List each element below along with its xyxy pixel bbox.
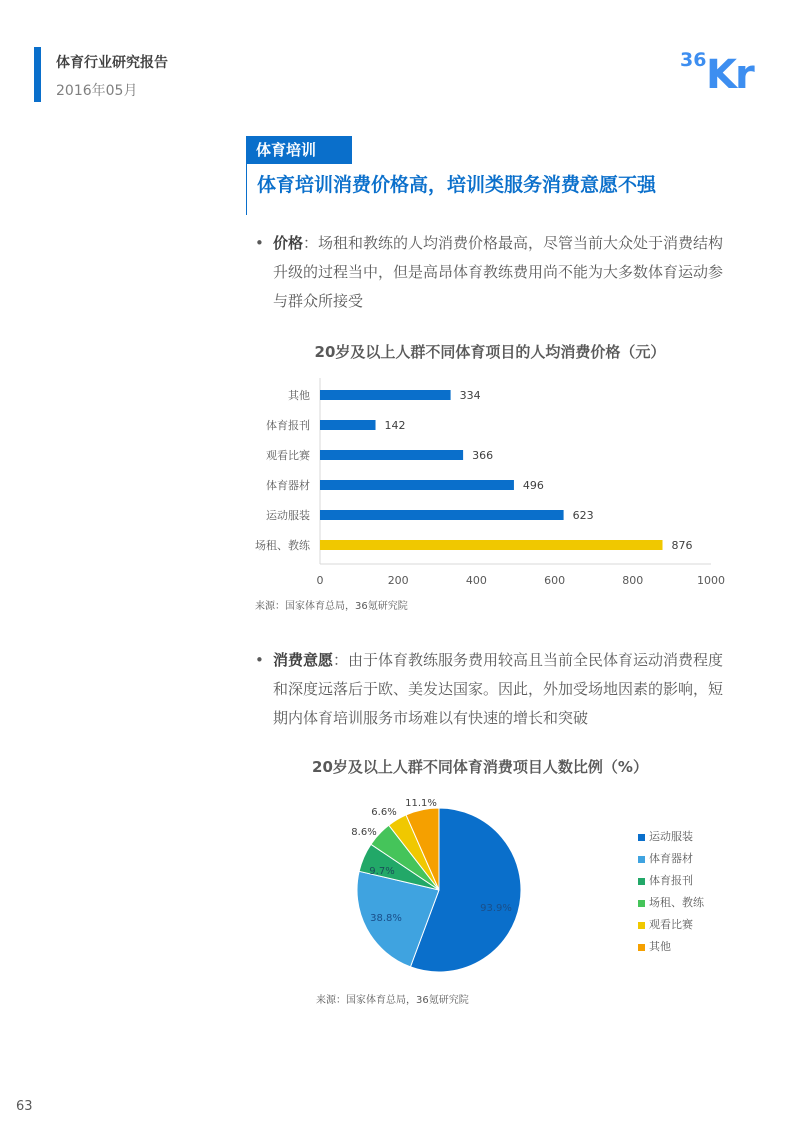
bar xyxy=(320,480,514,490)
legend-swatch xyxy=(638,878,645,885)
legend-label: 运动服装 xyxy=(649,830,693,843)
pie-chart xyxy=(330,790,550,980)
x-tick-label: 600 xyxy=(544,574,566,587)
bar-value-label: 366 xyxy=(472,449,494,462)
bar xyxy=(320,390,451,400)
bar-chart xyxy=(240,378,740,588)
legend-label: 观看比赛 xyxy=(649,918,693,931)
legend-label: 场租、教练 xyxy=(649,896,704,909)
page-number: 63 xyxy=(16,1099,33,1114)
bar xyxy=(320,450,463,460)
svg-text:36: 36 xyxy=(680,49,707,71)
x-tick-label: 200 xyxy=(387,574,409,587)
section-title: 体育培训消费价格高，培训类服务消费意愿不强 xyxy=(257,174,657,196)
bar xyxy=(320,510,564,520)
pie-value-label: 38.8% xyxy=(370,913,402,924)
legend-label: 体育器材 xyxy=(649,852,693,865)
pie-value-label: 6.6% xyxy=(371,807,397,818)
section-tag: 体育培训 xyxy=(246,136,352,164)
x-tick-label: 1000 xyxy=(697,574,725,587)
pie-value-label: 93.9% xyxy=(480,903,512,914)
pie-chart-title: 20岁及以上人群不同体育消费项目人数比例（%） xyxy=(312,758,648,776)
legend-item xyxy=(638,914,704,936)
pie-legend xyxy=(638,826,704,958)
legend-item xyxy=(638,826,704,848)
bar-category-label: 运动服装 xyxy=(266,509,310,522)
bar-value-label: 496 xyxy=(522,479,544,492)
x-tick-label: 0 xyxy=(316,574,324,587)
bar-category-label: 观看比赛 xyxy=(266,449,310,462)
bullet-willingness xyxy=(255,646,735,733)
legend-item xyxy=(638,892,704,914)
report-date: 2016年05月 xyxy=(56,83,138,99)
bullet-label: 消费意愿 xyxy=(273,651,334,669)
bar-chart-source: 来源：国家体育总局，36氪研究院 xyxy=(255,601,408,612)
legend-item xyxy=(638,848,704,870)
bullet-price xyxy=(255,229,735,316)
bar-category-label: 体育报刊 xyxy=(266,419,310,432)
bar-value-label: 142 xyxy=(384,419,406,432)
bar-value-label: 623 xyxy=(572,509,594,522)
bullet-label: 价格 xyxy=(273,234,304,252)
bullet-text: ：由于体育教练服务费用较高且当前全民体育运动消费程度和深度远落后于欧、美发达国家。因此，外加受场地因素的影响，短期内体育培训服务市场难以有快速的增长和突破 xyxy=(273,651,724,727)
legend-label: 体育报刊 xyxy=(649,874,693,887)
bar-category-label: 体育器材 xyxy=(266,479,310,492)
36kr-logo xyxy=(678,44,768,92)
legend-item xyxy=(638,936,704,958)
bar-category-label: 场租、教练 xyxy=(255,539,310,552)
header-accent-bar xyxy=(34,47,41,102)
report-title: 体育行业研究报告 xyxy=(56,55,168,71)
section-divider xyxy=(246,136,247,215)
bar-value-label: 334 xyxy=(459,389,481,402)
bar-chart-title: 20岁及以上人群不同体育项目的人均消费价格（元） xyxy=(314,343,666,361)
x-tick-label: 800 xyxy=(622,574,644,587)
legend-swatch xyxy=(638,900,645,907)
pie-value-label: 11.1% xyxy=(405,798,437,809)
legend-swatch xyxy=(638,944,645,951)
bar-category-label: 其他 xyxy=(288,389,310,402)
bullet-dot: • xyxy=(255,234,264,252)
pie-chart-source: 来源：国家体育总局，36氪研究院 xyxy=(316,995,469,1006)
bar-value-label: 876 xyxy=(671,539,693,552)
pie-value-label: 9.7% xyxy=(369,866,395,877)
x-tick-label: 400 xyxy=(465,574,487,587)
pie-value-label: 8.6% xyxy=(351,827,377,838)
svg-text:Kr: Kr xyxy=(706,52,753,92)
bar xyxy=(320,420,376,430)
legend-item xyxy=(638,870,704,892)
bullet-dot: • xyxy=(255,651,264,669)
legend-swatch xyxy=(638,834,645,841)
bullet-text: ：场租和教练的人均消费价格最高，尽管当前大众处于消费结构升级的过程当中，但是高昂体育教练费用尚不能为大多数体育运动参与群众所接受 xyxy=(273,234,724,310)
legend-label: 其他 xyxy=(649,940,671,953)
bar xyxy=(320,540,663,550)
legend-swatch xyxy=(638,922,645,929)
legend-swatch xyxy=(638,856,645,863)
